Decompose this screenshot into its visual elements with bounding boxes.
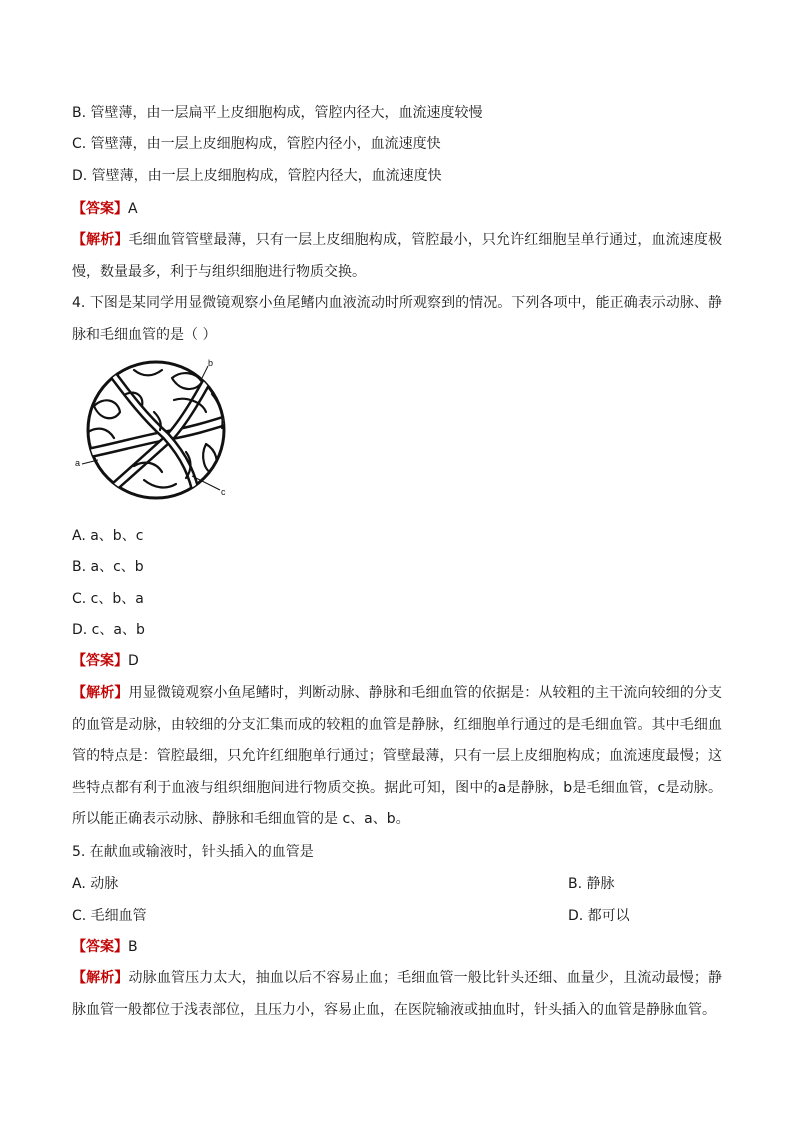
answer-value: D: [128, 653, 139, 669]
q5-analysis: [72, 963, 722, 1026]
q5-option-b: B. 静脉: [568, 876, 615, 892]
answer-tag: 【答案】: [72, 939, 128, 955]
q5-question: 5. 在献血或输液时，针头插入的血管是: [72, 844, 314, 860]
analysis-text: 毛细血管管壁最薄，只有一层上皮细胞构成，管腔最小，只允许红细胞呈单行通过，血流速度极慢，数量最多，利于与组织细胞进行物质交换。: [72, 232, 723, 280]
analysis-text: 动脉血管压力太大，抽血以后不容易止血；毛细血管一般比针头还细、血量少，且流动最慢；静脉血管一般都位于浅表部位，且压力小，容易止血，在医院输液或抽血时，针头插入的血管是静脉血管。: [72, 970, 723, 1018]
label-c: c: [221, 487, 226, 497]
analysis-text: 用显微镜观察小鱼尾鳍时，判断动脉、静脉和毛细血管的依据是：从较粗的主干流向较细的分支的血管是动脉，由较细的分支汇集而成的较粗的血管是静脉，红细胞单行通过的是毛细血管。其中毛细血管的特点是：管腔最细，只允许红细胞单行通过；管壁最薄，只有一层上皮细胞构成；血流速度最慢；这些特点都有利于血液与组织细胞间进行物质交换。据此可知，图中的a是静脉，b是毛细血管，c是动脉。所以能正确表示动脉、静脉和毛细血管的是 c、a、b。: [72, 685, 723, 827]
q4-option-b: B. a、c、b: [72, 559, 144, 575]
answer-value: A: [128, 201, 138, 217]
microscope-vessel-figure: [74, 356, 244, 506]
q5-option-a: A. 动脉: [72, 876, 119, 892]
q5-option-d: D. 都可以: [568, 908, 630, 924]
label-b: b: [208, 358, 214, 368]
q3-option-b: B. 管壁薄，由一层扁平上皮细胞构成，管腔内径大，血流速度较慢: [72, 105, 483, 121]
answer-value: B: [128, 939, 138, 955]
q5-answer: [72, 937, 138, 957]
q4-answer: [72, 651, 139, 671]
q3-option-c: C. 管壁薄，由一层上皮细胞构成，管腔内径小，血流速度快: [72, 136, 441, 152]
q4-option-d: D. c、a、b: [72, 622, 145, 638]
answer-tag: 【答案】: [72, 201, 128, 217]
answer-tag: 【答案】: [72, 653, 128, 669]
analysis-tag: 【解析】: [72, 970, 129, 986]
analysis-tag: 【解析】: [72, 232, 129, 248]
analysis-tag: 【解析】: [72, 685, 129, 701]
q3-answer: [72, 199, 138, 219]
q3-analysis: [72, 225, 722, 288]
label-a: a: [75, 458, 81, 468]
q3-option-d: D. 管壁薄，由一层上皮细胞构成，管腔内径大，血流速度快: [72, 168, 442, 184]
q4-option-a: A. a、b、c: [72, 528, 144, 544]
q5-option-c: C. 毛细血管: [72, 908, 147, 924]
q4-question: 4. 下图是某同学用显微镜观察小鱼尾鳍内血液流动时所观察到的情况。下列各项中，能正确表示动脉、静脉和毛细血管的是（ ）: [72, 295, 722, 343]
q4-option-c: C. c、b、a: [72, 591, 144, 607]
q4-analysis: [72, 678, 722, 836]
